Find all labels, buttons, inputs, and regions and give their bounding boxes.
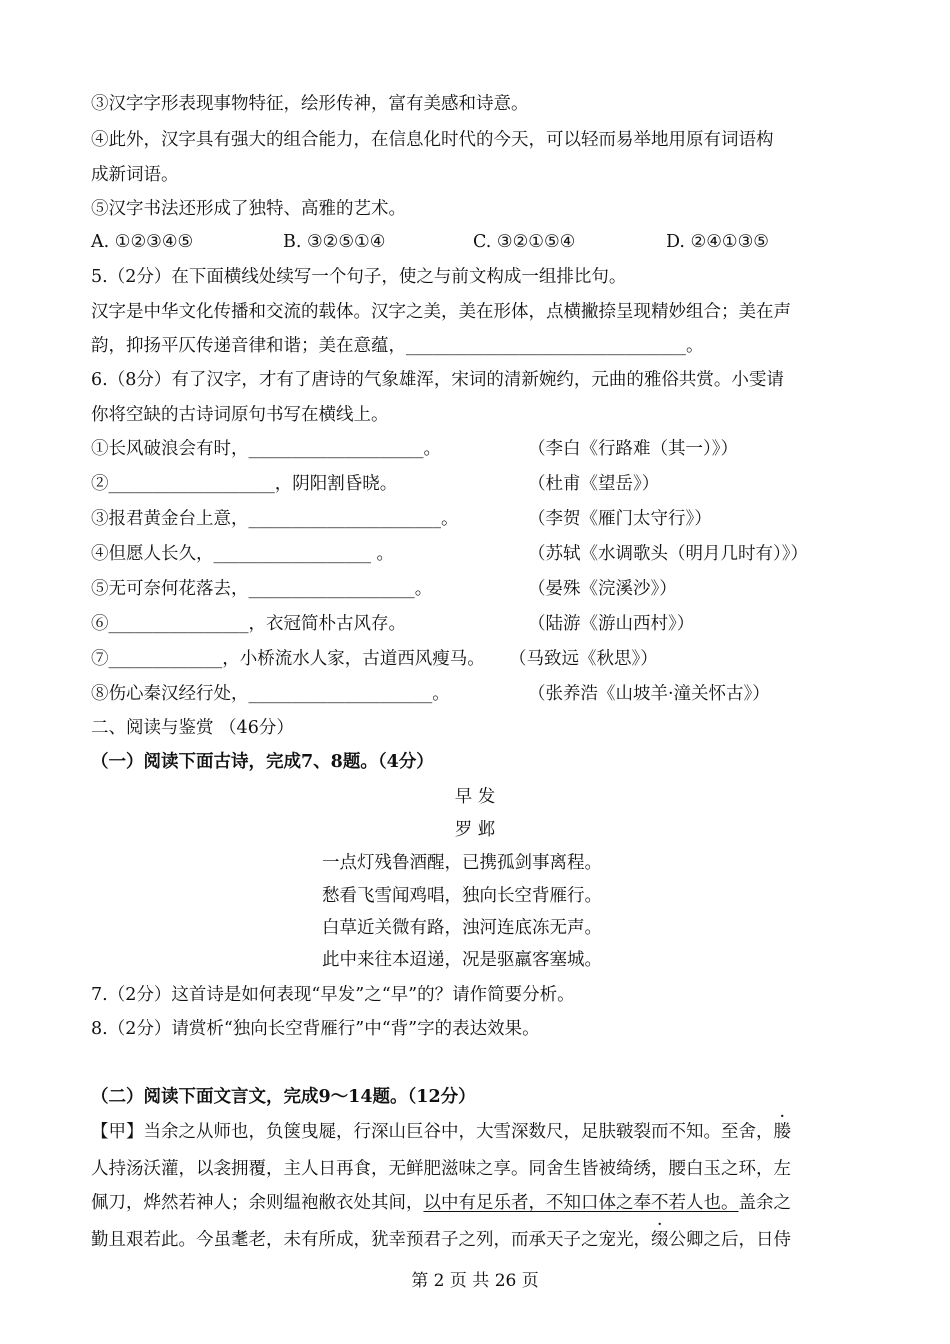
classical-line-1 xyxy=(91,1120,791,1144)
classical-text: 佩刀，烨然若神人；余则缊袍敝衣处其间， xyxy=(91,1193,424,1213)
question-5-end: 。 xyxy=(686,336,704,356)
classical-text: 公卿之后，日侍 xyxy=(668,1230,791,1250)
dotted-char: 缀 xyxy=(651,1230,669,1250)
classical-line-4 xyxy=(91,1228,791,1252)
poem-fill-item[interactable]: ③报君黄金台上意，______________________。 xyxy=(91,509,459,529)
question-5-text-line1: 汉字是中华文化传播和交流的载体。汉字之美，美在形体，点横撇捺呈现精妙组合；美在声 xyxy=(91,302,791,322)
classical-text: 盖余之 xyxy=(738,1193,791,1213)
option-c: C. ③②①⑤④ xyxy=(473,232,576,252)
sort-item-4-line2: 成新词语。 xyxy=(91,165,179,185)
poem-fill-source: （晏殊《浣溪沙》） xyxy=(528,579,677,599)
option-b: B. ③②⑤①④ xyxy=(283,232,386,252)
question-6-stem-line2: 你将空缺的古诗词原句书写在横线上。 xyxy=(91,405,389,425)
poem-fill-source: （马致远《秋思》） xyxy=(509,649,658,669)
option-a: A. ①②③④⑤ xyxy=(91,232,194,252)
part-1-heading: （一）阅读下面古诗，完成7、8题。（4分） xyxy=(91,752,434,772)
question-7: 7.（2分）这首诗是如何表现“早发”之“早”的？请作简要分析。 xyxy=(91,985,575,1005)
dotted-char: 媵 xyxy=(773,1122,791,1142)
sort-item-5: ⑤汉字书法还形成了独特、高雅的艺术。 xyxy=(91,199,406,219)
poem-line: 愁看飞雪闻鸡唱，独向长空背雁行。 xyxy=(322,886,602,906)
poem-fill-source: （张养浩《山坡羊·潼关怀古》） xyxy=(528,684,770,704)
poem-fill-item[interactable]: ⑧伤心秦汉经行处，_____________________。 xyxy=(91,684,450,704)
poem-fill-source: （陆游《游山西村》） xyxy=(528,614,695,634)
poem-fill-item[interactable]: ①长风破浪会有时，____________________。 xyxy=(91,439,441,459)
poem-fill-item[interactable]: ②___________________，阴阳割昏晓。 xyxy=(91,474,398,494)
poem-fill-item[interactable]: ④但愿人长久，__________________ 。 xyxy=(91,544,395,564)
sort-item-3: ③汉字字形表现事物特征，绘形传神，富有美感和诗意。 xyxy=(91,94,529,114)
question-5-stem: 5.（2分）在下面横线处续写一个句子，使之与前文构成一组排比句。 xyxy=(91,267,627,287)
poem-fill-source: （杜甫《望岳》） xyxy=(528,474,660,494)
poem-fill-item[interactable]: ⑦_____________，小桥流水人家，古道西风瘦马。 xyxy=(91,649,485,669)
classical-text: 【甲】当余之从师也，负箧曳屣，行深山巨谷中，大雪深数尺，足肤皲裂而不知。至舍， xyxy=(91,1122,774,1142)
underlined-sentence: 以中有足乐者，不知口体之奉不若人也。 xyxy=(423,1193,739,1213)
question-5-text: 韵，抑扬平仄传递音律和谐；美在意蕴， xyxy=(91,336,406,356)
section-2-title: 二、阅读与鉴赏 （46分） xyxy=(91,718,294,738)
page-footer: 第 2 页 共 26 页 xyxy=(411,1271,539,1291)
part-2-heading: （二）阅读下面文言文，完成9～14题。（12分） xyxy=(91,1087,476,1107)
question-5-blank[interactable]: ________________________________ xyxy=(406,336,686,356)
poem-line: 一点灯残鲁酒醒，已携孤剑事离程。 xyxy=(322,853,602,873)
sort-item-4-line1: ④此外，汉字具有强大的组合能力，在信息化时代的今天，可以轻而易举地用原有词语构 xyxy=(91,130,774,150)
option-d: D. ②④①③⑤ xyxy=(666,232,769,252)
classical-text: 勤且艰若此。今虽耄老，未有所成，犹幸预君子之列，而承天子之宠光， xyxy=(91,1230,651,1250)
poem-fill-item[interactable]: ⑥________________，衣冠简朴古风存。 xyxy=(91,614,406,634)
poem-fill-source: （苏轼《水调歌头（明月几时有）》） xyxy=(528,544,808,564)
question-6-stem-line1: 6.（8分）有了汉字，才有了唐诗的气象雄浑，宋词的清新婉约，元曲的雅俗共赏。小雯请 xyxy=(91,370,784,390)
poem-line: 白草近关微有路，浊河连底冻无声。 xyxy=(322,918,602,938)
question-5-text-line2 xyxy=(91,334,704,358)
poem-line: 此中来往本迢递，况是驱羸客塞城。 xyxy=(322,950,602,970)
poem-fill-item[interactable]: ⑤无可奈何花落去，___________________。 xyxy=(91,579,433,599)
classical-line-2: 人持汤沃灌，以衾拥覆，主人日再食，无鲜肥滋味之享。同舍生皆被绮绣，腰白玉之环，左 xyxy=(91,1159,791,1179)
question-8: 8.（2分）请赏析“独向长空背雁行”中“背”字的表达效果。 xyxy=(91,1019,540,1039)
classical-line-3 xyxy=(91,1191,791,1215)
poem-author: 罗 邺 xyxy=(454,820,496,840)
poem-fill-source: （李白《行路难（其一）》） xyxy=(528,439,738,459)
poem-title: 早 发 xyxy=(454,787,496,807)
poem-fill-source: （李贺《雁门太守行》） xyxy=(528,509,712,529)
